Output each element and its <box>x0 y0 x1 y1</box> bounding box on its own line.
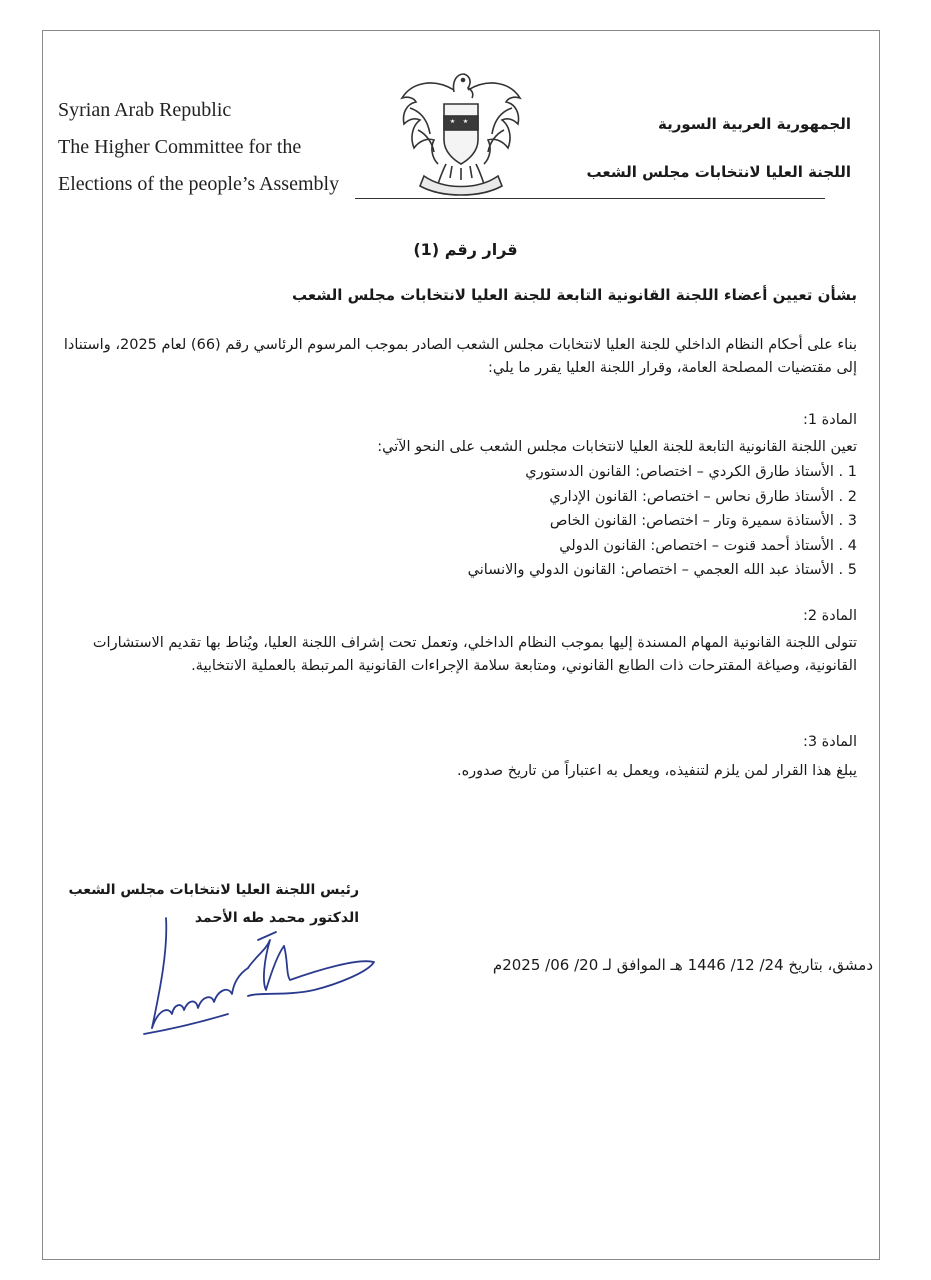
list-item: 2 . الأستاذ طارق نحاس – اختصاص: القانون الإداري <box>549 488 857 505</box>
decision-subject: بشأن تعيين أعضاء اللجنة القانونية التابعة للجنة العليا لانتخابات مجلس الشعب <box>291 286 857 304</box>
decision-title: قرار رقم (1) <box>413 240 518 259</box>
article-3-body: يبلغ هذا القرار لمن يلزم لتنفيذه، ويعمل به اعتباراً من تاريخ صدوره. <box>456 763 857 779</box>
issue-date: دمشق، بتاريخ 24/ 12/ 1446 هـ الموافق لـ 20/ 06/ 2025م <box>492 956 873 974</box>
english-letterhead <box>58 92 388 203</box>
header-divider <box>355 198 825 199</box>
list-item: 3 . الأستاذة سميرة وتار – اختصاص: القانون الخاص <box>549 513 857 529</box>
signatory-title: رئيس اللجنة العليا لانتخابات مجلس الشعب <box>68 882 359 898</box>
article-1-intro: تعين اللجنة القانونية التابعة للجنة العليا لانتخابات مجلس الشعب على النحو الآتي: <box>377 439 857 455</box>
syrian-eagle-emblem-icon <box>394 68 528 196</box>
list-item: 4 . الأستاذ أحمد قنوت – اختصاص: القانون الدولي <box>559 537 857 554</box>
letterhead-ar-line-2: اللجنة العليا لانتخابات مجلس الشعب <box>586 163 851 181</box>
decision-preamble: بناء على أحكام النظام الداخلي للجنة العليا لانتخابات مجلس الشعب الصادر بموجب المرسوم الرئاسي رقم (66) لعام 2025، واستنادا إلى مقتضيات المصلحة العامة، وقرار اللجنة العليا يقرر ما يلي: <box>63 337 857 376</box>
article-2-body: تتولى اللجنة القانونية المهام المسندة إليها بموجب النظام الداخلي، وتعمل تحت إشراف اللجنة العليا، ويُناط بها تقديم الاستشارات القانونية، وصياغة المقترحات ذات الطابع القانوني، ومتابعة سلامة الإجراءات القانونية المرتبطة بالعملية الانتخابية. <box>92 635 857 674</box>
article-1-heading: المادة 1: <box>802 412 857 428</box>
article-2-heading: المادة 2: <box>802 608 857 624</box>
letterhead-en-line-2: The Higher Committee for the <box>58 136 302 158</box>
letterhead-ar-line-1: الجمهورية العربية السورية <box>658 115 851 133</box>
letterhead-en-line-3: Elections of the people’s Assembly <box>58 173 340 195</box>
letterhead-en-line-1: Syrian Arab Republic <box>58 99 232 121</box>
handwritten-signature <box>138 910 388 1050</box>
list-item: 5 . الأستاذ عبد الله العجمي – اختصاص: القانون الدولي والانساني <box>467 562 857 578</box>
list-item: 1 . الأستاذ طارق الكردي – اختصاص: القانون الدستوري <box>525 464 857 480</box>
arabic-letterhead <box>521 100 851 196</box>
article-3-heading: المادة 3: <box>802 734 857 750</box>
signatory-name: الدكتور محمد طه الأحمد <box>194 910 359 926</box>
article-1-member-list <box>257 460 857 583</box>
